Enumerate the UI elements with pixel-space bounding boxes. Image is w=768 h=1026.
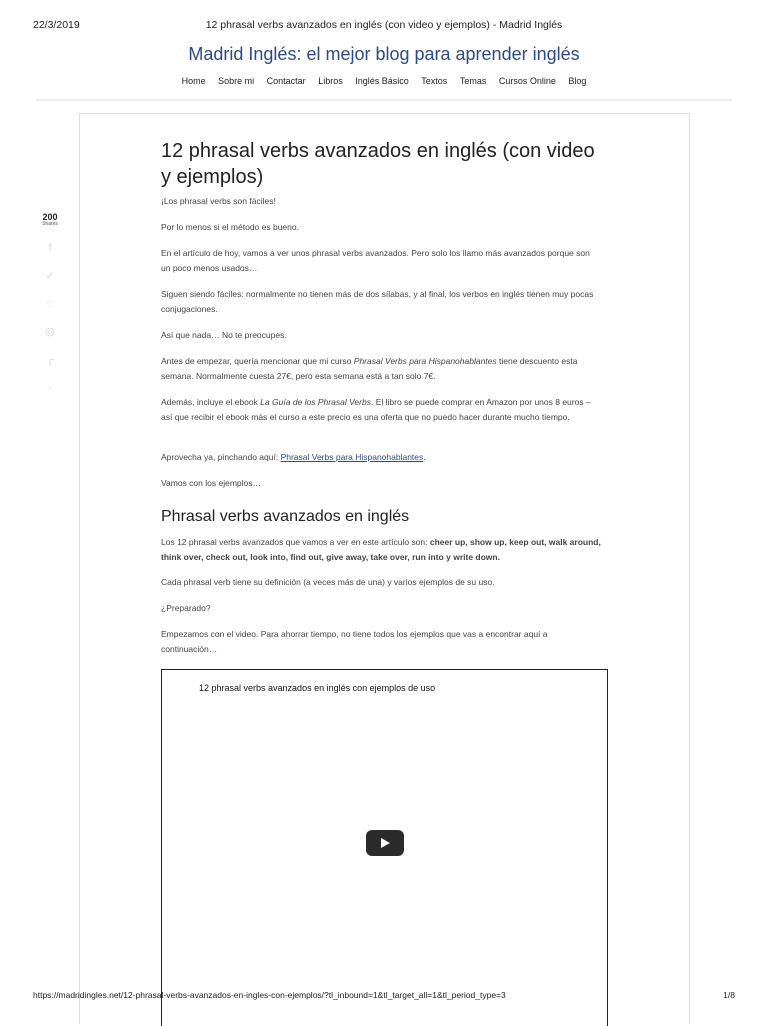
header-divider (36, 99, 732, 101)
article-content (161, 138, 609, 693)
print-header (33, 19, 735, 33)
paragraph: Por lo menos si el método es bueno. (161, 222, 299, 232)
more-icon[interactable]: · (48, 382, 52, 394)
text: Aprovecha ya, pinchando aquí: (161, 452, 281, 462)
email-icon[interactable]: ◎ (45, 326, 55, 338)
nav-item-contactar[interactable]: Contactar (266, 76, 306, 86)
text: tiene descuento esta semana. Normalmente cuesta 27€, pero esta semana está a tan solo 7€. (161, 356, 578, 381)
facebook-icon[interactable]: f (48, 242, 52, 254)
paragraph (161, 535, 601, 565)
print-icon[interactable]: ┌ (46, 354, 54, 366)
video-title[interactable]: 12 phrasal verbs avanzados en inglés con ejemplos de uso (199, 683, 436, 693)
text: Antes de empezar, quería mencionar que mi curso (161, 356, 354, 366)
nav-item-textos[interactable]: Textos (421, 76, 448, 86)
paragraph: Así que nada… No te preocupes. (161, 330, 287, 340)
paragraph (161, 395, 601, 425)
nav-item-libros[interactable]: Libros (318, 76, 343, 86)
paragraph: Vamos con los ejemplos… (161, 478, 261, 488)
print-url: https://madridingles.net/12-phrasal-verbs-avanzados-en-ingles-con-ejemplos/?tl_inbound=1&tl_target_all=1&tl_period_type=3 (33, 990, 506, 1000)
nav-item-home[interactable]: Home (181, 76, 206, 86)
main-nav (0, 76, 768, 86)
nav-item-temas[interactable]: Temas (459, 76, 487, 86)
article-title: 12 phrasal verbs avanzados en inglés (con video y ejemplos) (161, 140, 595, 188)
paragraph: Cada phrasal verb tiene su definición (a veces más de una) y varios ejemplos de su uso. (161, 577, 495, 587)
ebook-name: La Guía de los Phrasal Verbs (260, 397, 371, 407)
share-count: 200 (42, 212, 58, 222)
nav-item-sobre-mi[interactable]: Sobre mi (218, 76, 255, 86)
play-icon (381, 838, 390, 848)
paragraph: Empezamos con el video. Para ahorrar tiempo, no tiene todos los ejemplos que vas a encontrar aquí a continuación… (161, 629, 548, 654)
print-page-number: 1/8 (723, 990, 735, 1000)
text: Además, incluye el ebook (161, 397, 261, 407)
video-embed[interactable] (161, 669, 608, 1026)
share-label: Shares (42, 221, 58, 227)
paragraph: En el artículo de hoy, vamos a ver unos phrasal verbs avanzados. Pero solo los llamo más avanzados porque son un poco menos usados… (161, 248, 590, 273)
pinterest-icon[interactable]: ◌ (46, 298, 54, 310)
share-bar (36, 212, 64, 395)
print-footer (33, 990, 735, 1002)
site-title[interactable]: Madrid Inglés: el mejor blog para aprender inglés (188, 44, 580, 64)
text: Los 12 phrasal verbs avanzados que vamos a ver en este artículo son: (161, 537, 430, 547)
play-button[interactable] (366, 830, 404, 856)
text: . (423, 452, 426, 462)
course-link[interactable]: Phrasal Verbs para Hispanohablantes (280, 452, 424, 462)
nav-item-ingles-basico[interactable]: Inglés Básico (355, 76, 409, 86)
paragraph (161, 354, 601, 384)
print-title: 12 phrasal verbs avanzados en inglés (con video y ejemplos) - Madrid Inglés (205, 19, 563, 31)
paragraph: ¿Preparado? (161, 603, 211, 613)
phrasal-verbs-list: cheer up, show up, keep out, walk around, think over, check out, look into, find out, give away, take over, run into y write down. (161, 537, 601, 562)
paragraph (161, 450, 601, 465)
text: . El libro se puede comprar en Amazon por unos 8 euros – así que recibir el ebook más el curso a este precio es una oferta que no puedo hacer durante mucho tiempo. (161, 397, 591, 422)
nav-item-blog[interactable]: Blog (568, 76, 587, 86)
nav-item-cursos-online[interactable]: Cursos Online (498, 76, 556, 86)
paragraph: Siguen siendo fáciles: normalmente no tienen más de dos sílabas, y al final, los verbos en inglés tienen muy pocas conjugaciones. (161, 289, 594, 314)
twitter-icon[interactable]: ✓ (45, 270, 55, 282)
course-name: Phrasal Verbs para Hispanohablantes (353, 356, 497, 366)
section-heading: Phrasal verbs avanzados en inglés (161, 508, 410, 525)
paragraph: ¡Los phrasal verbs son fáciles! (161, 196, 276, 206)
print-date: 22/3/2019 (33, 19, 80, 31)
